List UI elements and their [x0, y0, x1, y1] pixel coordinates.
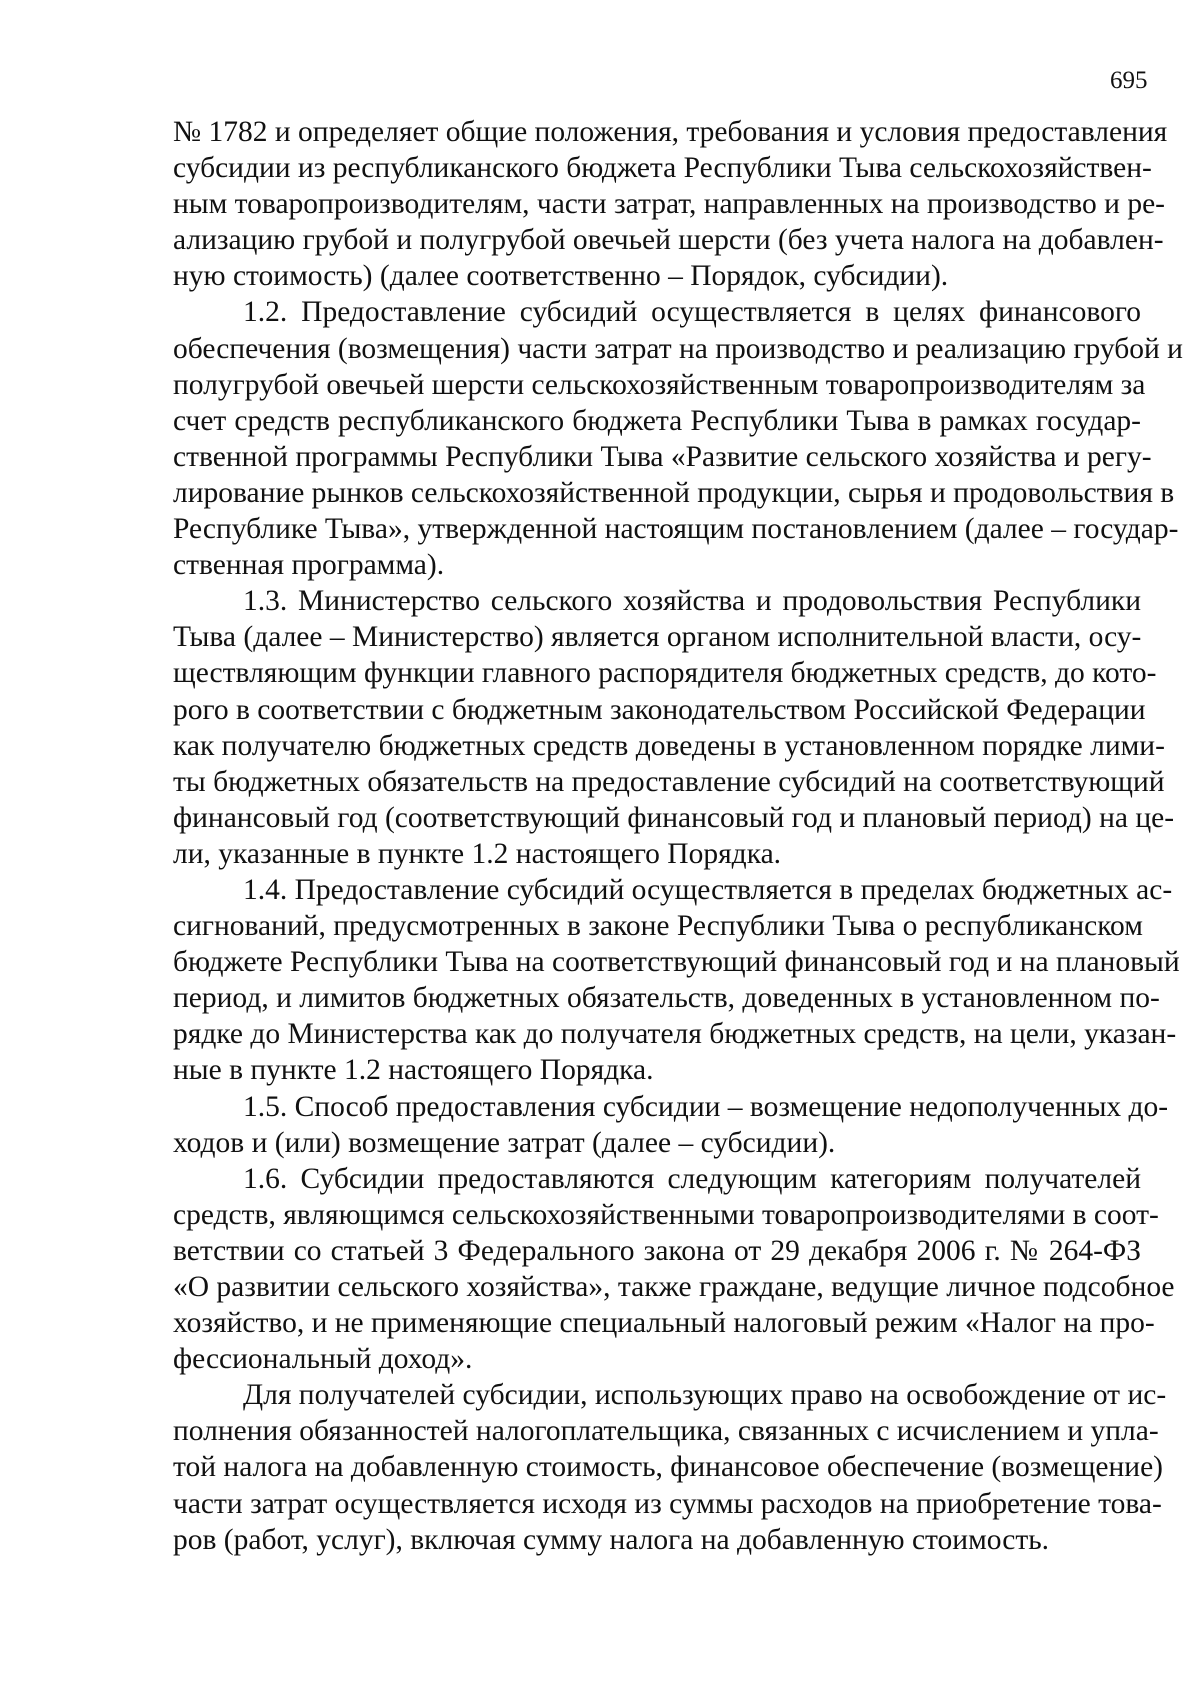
page-number: 695	[1110, 67, 1148, 94]
text-line: № 1782 и определяет общие положения, требования и условия предоставления	[173, 116, 1168, 148]
text-line: ты бюджетных обязательств на предоставление субсидий на соответствующий	[173, 765, 1165, 798]
text-line: обеспечения (возмещения) части затрат на производство и реализацию грубой и	[173, 332, 1183, 365]
text-line: полугрубой овечьей шерсти сельскохозяйственным товаропроизводителям за	[173, 368, 1146, 401]
text-line: бюджете Республики Тыва на соответствующий финансовый год и на плановый	[173, 946, 1180, 979]
text-line: счет средств республиканского бюджета Республики Тыва в рамках государ-	[173, 404, 1141, 437]
text-line: средств, являющимся сельскохозяйственными товаропроизводителями в соот-	[173, 1198, 1159, 1231]
text-line: хозяйство, и не применяющие специальный налоговый режим «Налог на про-	[173, 1307, 1155, 1340]
text-line: ные в пункте 1.2 настоящего Порядка.	[173, 1054, 654, 1087]
text-line: полнения обязанностей налогоплательщика, связанных с исчислением и упла-	[173, 1415, 1159, 1448]
text-line: лирование рынков сельскохозяйственной продукции, сырья и продовольствия в	[173, 476, 1175, 509]
text-line: рого в соответствии с бюджетным законодательством Российской Федерации	[173, 693, 1146, 726]
text-line: Для получателей субсидии, использующих право на освобождение от ис-	[243, 1379, 1167, 1412]
text-line: ветствии со статьей 3 Федерального закона от 29 декабря 2006 г. № 264-ФЗ	[173, 1234, 1141, 1267]
text-line: ли, указанные в пункте 1.2 настоящего Порядка.	[173, 837, 782, 870]
text-line: субсидии из республиканского бюджета Республики Тыва сельскохозяйствен-	[173, 152, 1152, 185]
text-line: сигнований, предусмотренных в законе Республики Тыва о республиканском	[173, 910, 1143, 943]
text-line: фессиональный доход».	[173, 1343, 473, 1376]
text-line: ственной программы Республики Тыва «Развитие сельского хозяйства и регу-	[173, 440, 1152, 473]
text-line: ществляющим функции главного распорядителя бюджетных средств, до кото-	[173, 657, 1157, 690]
document-body	[173, 114, 1183, 1558]
text-line: Республике Тыва», утвержденной настоящим постановлением (далее – государ-	[173, 513, 1179, 546]
text-line: период, и лимитов бюджетных обязательств, доведенных в установленном по-	[173, 982, 1160, 1015]
text-line: той налога на добавленную стоимость, финансовое обеспечение (возмещение)	[173, 1451, 1164, 1484]
text-line: ным товаропроизводителям, части затрат, направленных на производство и ре-	[173, 188, 1165, 221]
text-line: рядке до Министерства как до получателя бюджетных средств, на цели, указан-	[173, 1018, 1177, 1051]
text-line: ную стоимость) (далее соответственно – Порядок, субсидии).	[173, 260, 949, 293]
text-line: ственная программа).	[173, 549, 445, 582]
text-line: ров (работ, услуг), включая сумму налога на добавленную стоимость.	[173, 1523, 1050, 1556]
text-line: 1.2. Предоставление субсидий осуществляется в целях финансового	[243, 296, 1141, 329]
text-line: «О развитии сельского хозяйства», также граждане, ведущие личное подсобное	[173, 1271, 1175, 1303]
text-line: 1.4. Предоставление субсидий осуществляется в пределах бюджетных ас-	[243, 873, 1173, 906]
text-line: ализацию грубой и полугрубой овечьей шерсти (без учета налога на добавлен-	[173, 224, 1164, 257]
text-line: 1.3. Министерство сельского хозяйства и продовольствия Республики	[243, 585, 1141, 618]
text-line: 1.5. Способ предоставления субсидии – возмещение недополученных до-	[243, 1090, 1169, 1123]
text-line: 1.6. Субсидии предоставляются следующим категориям получателей	[243, 1162, 1141, 1195]
text-line: части затрат осуществляется исходя из суммы расходов на приобретение това-	[173, 1487, 1162, 1520]
text-line: как получателю бюджетных средств доведены в установленном порядке лими-	[173, 729, 1165, 762]
text-line: ходов и (или) возмещение затрат (далее – субсидии).	[173, 1126, 836, 1159]
text-line: финансовый год (соответствующий финансовый год и плановый период) на це-	[173, 801, 1175, 834]
text-line: Тыва (далее – Министерство) является органом исполнительной власти, осу-	[173, 621, 1142, 654]
